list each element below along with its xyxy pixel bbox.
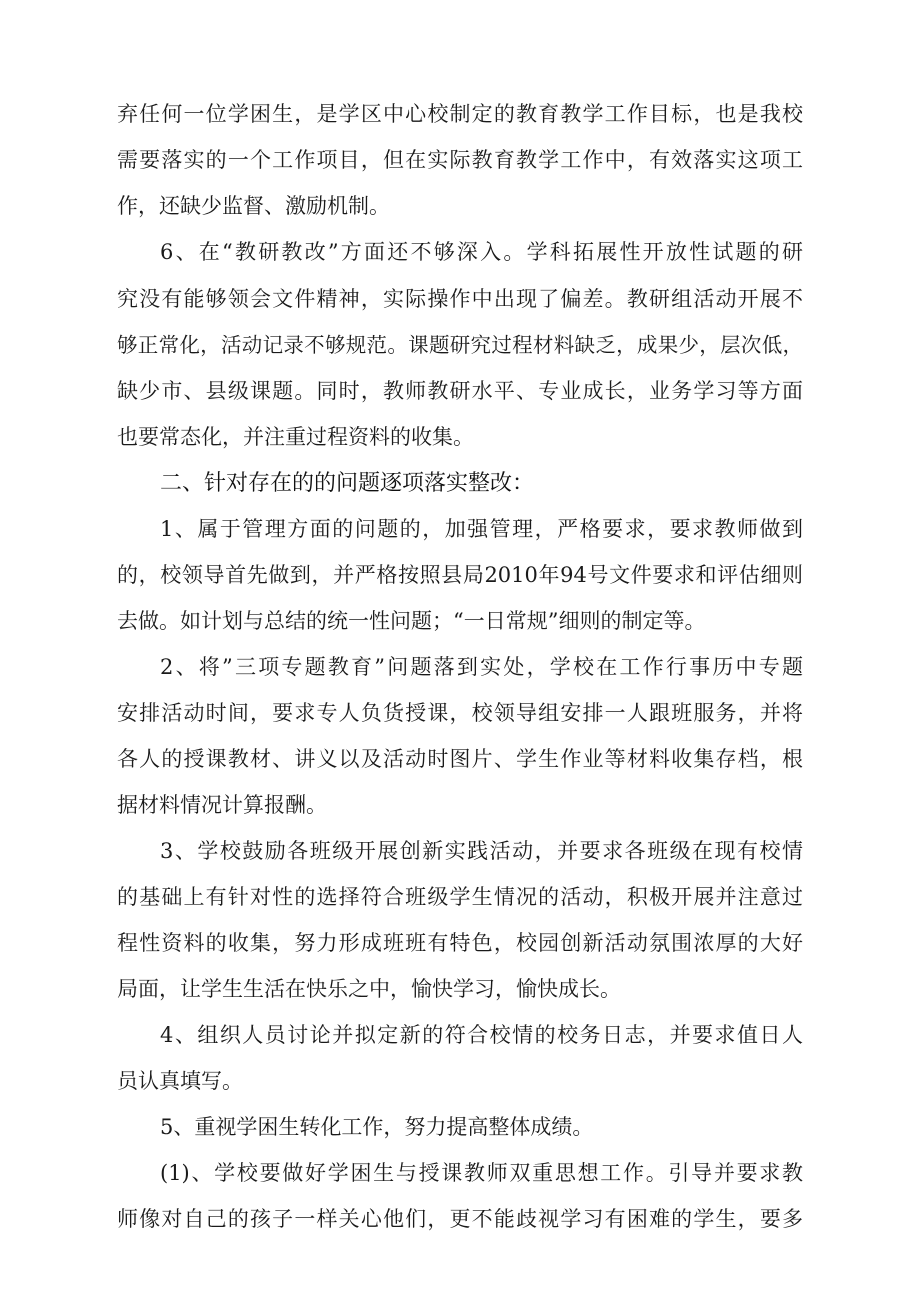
paragraph-start: 3、学校鼓励各班级开展创新实践活动，并要求各班级在现有校情: [160, 839, 803, 863]
paragraph-start: 4、组织人员讨论并拟定新的符合校情的校务日志，并要求值日人: [160, 1023, 803, 1047]
text-line: 去做。如计划与总结的统一性问题；“一日常规”细则的制定等。: [117, 609, 706, 633]
text-line: 作，还缺少监督、激励机制。: [117, 194, 390, 218]
paragraph-start: 2、将”三项专题教育”问题落到实处，学校在工作行事历中专题: [160, 655, 803, 679]
text-line: 师像对自己的孩子一样关心他们，更不能歧视学习有困难的学生，要多: [117, 1207, 803, 1231]
text-line: 员认真填写。: [117, 1069, 243, 1093]
text-line: 也要常态化，并注重过程资料的收集。: [117, 425, 474, 449]
text-line: 的，校领导首先做到，并严格按照县局2010年94号文件要求和评估细则: [117, 563, 803, 587]
text-line: 需要落实的一个工作项目，但在实际教育教学工作中，有效落实这项工: [117, 148, 803, 172]
text-line: 局面，让学生生活在快乐之中，愉快学习，愉快成长。: [117, 977, 621, 1001]
text-line: 究没有能够领会文件精神，实际操作中出现了偏差。教研组活动开展不: [117, 287, 803, 311]
text-line: 缺少市、县级课题。同时，教师教研水平、专业成长，业务学习等方面: [117, 379, 803, 403]
text-line: 各人的授课教材、讲义以及活动时图片、学生作业等材料收集存档，根: [117, 747, 803, 771]
text-line: 够正常化，活动记录不够规范。课题研究过程材料缺乏，成果少，层次低，: [117, 333, 803, 357]
text-line: 的基础上有针对性的选择符合班级学生情况的活动，积极开展并注意过: [117, 885, 803, 909]
paragraph-start: 6、在“教研教改”方面还不够深入。学科拓展性开放性试题的研: [160, 240, 803, 264]
text-line: 安排活动时间，要求专人负货授课，校领导组安排一人跟班服务，并将: [117, 701, 803, 725]
text-line: 程性资料的收集，努力形成班班有特色，校园创新活动氛围浓厚的大好: [117, 931, 803, 955]
section-heading: 二、针对存在的的问题逐项落实整改：: [160, 471, 535, 496]
paragraph-start: (1)、学校要做好学困生与授课教师双重思想工作。引导并要求教: [160, 1161, 803, 1185]
paragraph-start: 1、属于管理方面的问题的，加强管理，严格要求，要求教师做到: [160, 517, 803, 541]
text-line: 弃任何一位学困生，是学区中心校制定的教育教学工作目标，也是我校: [117, 102, 803, 126]
text-line: 据材料情况计算报酬。: [117, 793, 327, 817]
paragraph-start: 5、重视学困生转化工作，努力提高整体成绩。: [160, 1115, 594, 1139]
